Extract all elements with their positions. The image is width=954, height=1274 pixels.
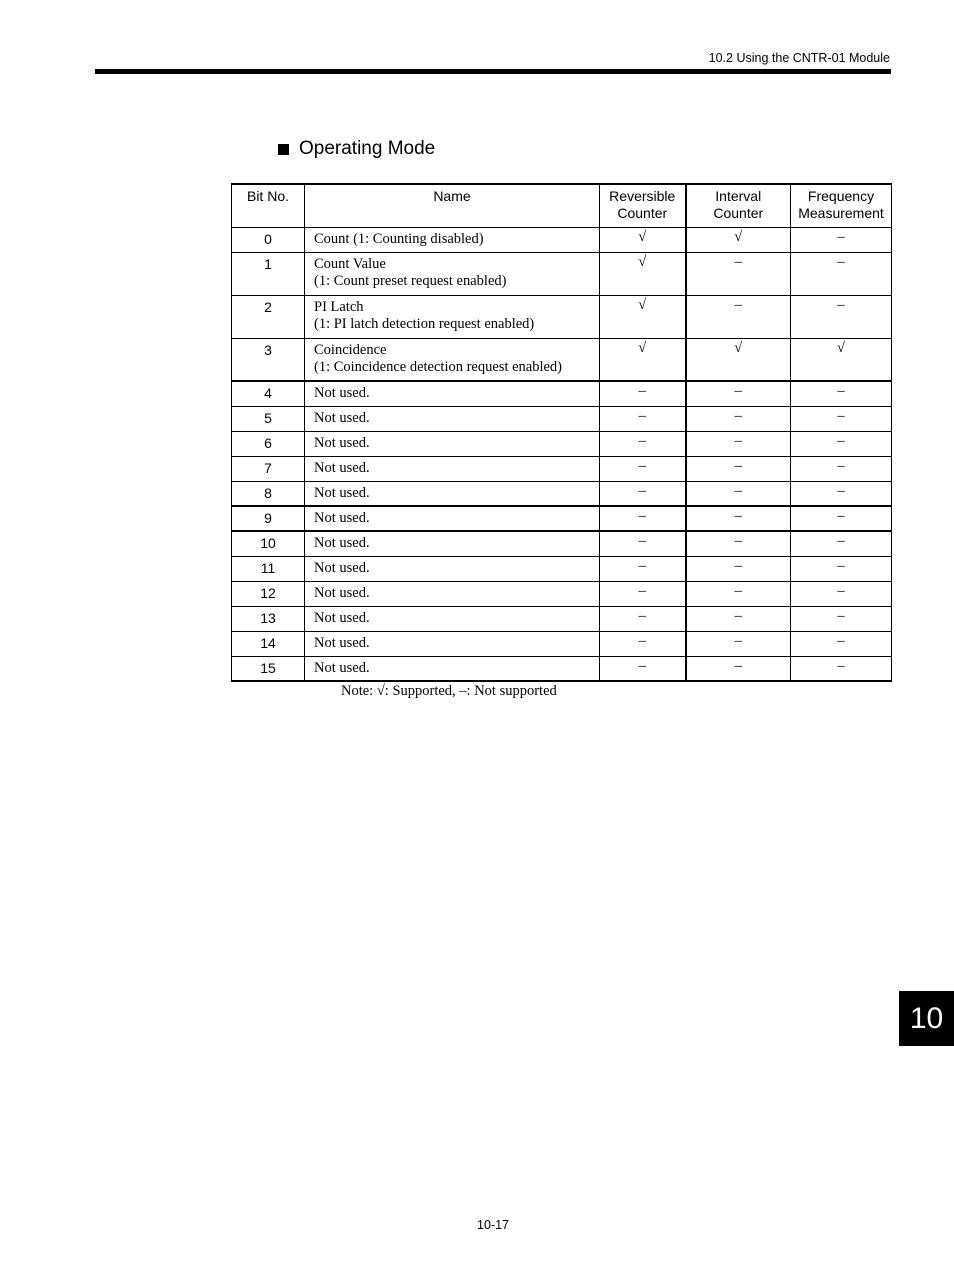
reversible-support: – <box>600 481 686 506</box>
bit-name: PI Latch (1: PI latch detection request enabled) <box>305 295 600 338</box>
frequency-support: – <box>791 431 892 456</box>
reversible-support: √ <box>600 295 686 338</box>
interval-support: – <box>686 406 791 431</box>
frequency-support: – <box>791 556 892 581</box>
table-row <box>232 227 892 252</box>
bit-number: 12 <box>232 581 305 606</box>
bit-name: Not used. <box>305 456 600 481</box>
bit-number: 11 <box>232 556 305 581</box>
reversible-support: – <box>600 556 686 581</box>
operating-mode-table <box>231 183 892 682</box>
table-header-row <box>232 184 892 227</box>
interval-support: – <box>686 581 791 606</box>
frequency-support: – <box>791 252 892 295</box>
interval-support: √ <box>686 227 791 252</box>
table-row <box>232 656 892 681</box>
column-header-name: Name <box>305 184 600 227</box>
interval-support: – <box>686 506 791 531</box>
reversible-support: – <box>600 406 686 431</box>
bit-name: Not used. <box>305 631 600 656</box>
bit-number: 10 <box>232 531 305 556</box>
page-number: 10-17 <box>477 1218 509 1232</box>
frequency-support: √ <box>791 338 892 381</box>
reversible-support: – <box>600 631 686 656</box>
table-row <box>232 456 892 481</box>
frequency-support: – <box>791 606 892 631</box>
bit-number: 15 <box>232 656 305 681</box>
table-row <box>232 252 892 295</box>
table-row <box>232 606 892 631</box>
bit-name: Not used. <box>305 381 600 406</box>
bit-number: 2 <box>232 295 305 338</box>
frequency-support: – <box>791 406 892 431</box>
frequency-support: – <box>791 481 892 506</box>
reversible-support: – <box>600 456 686 481</box>
interval-support: – <box>686 606 791 631</box>
bit-number: 14 <box>232 631 305 656</box>
running-head: 10.2 Using the CNTR-01 Module <box>708 51 890 65</box>
bit-name: Not used. <box>305 406 600 431</box>
bit-name: Not used. <box>305 481 600 506</box>
reversible-support: – <box>600 581 686 606</box>
bit-name: Not used. <box>305 656 600 681</box>
table-row <box>232 581 892 606</box>
interval-support: – <box>686 481 791 506</box>
bit-number: 6 <box>232 431 305 456</box>
frequency-support: – <box>791 456 892 481</box>
bit-number: 1 <box>232 252 305 295</box>
section-title: Operating Mode <box>299 138 436 159</box>
bit-number: 4 <box>232 381 305 406</box>
table-row <box>232 338 892 381</box>
bit-number: 3 <box>232 338 305 381</box>
column-header-reversible: Reversible Counter <box>600 184 686 227</box>
reversible-support: – <box>600 606 686 631</box>
bit-name: Not used. <box>305 531 600 556</box>
interval-support: – <box>686 252 791 295</box>
table-row <box>232 406 892 431</box>
bit-name: Not used. <box>305 581 600 606</box>
bit-number: 5 <box>232 406 305 431</box>
table-row <box>232 295 892 338</box>
header-rule <box>95 69 891 74</box>
frequency-support: – <box>791 531 892 556</box>
reversible-support: – <box>600 656 686 681</box>
table-row <box>232 631 892 656</box>
bit-name: Count Value (1: Count preset request enabled) <box>305 252 600 295</box>
bit-name: Not used. <box>305 431 600 456</box>
section-heading <box>278 138 435 160</box>
reversible-support: √ <box>600 227 686 252</box>
reversible-support: – <box>600 506 686 531</box>
table-row <box>232 431 892 456</box>
bit-name: Not used. <box>305 556 600 581</box>
interval-support: – <box>686 656 791 681</box>
frequency-support: – <box>791 295 892 338</box>
table-row <box>232 506 892 531</box>
column-header-bit: Bit No. <box>232 184 305 227</box>
bit-name: Coincidence (1: Coincidence detection request enabled) <box>305 338 600 381</box>
frequency-support: – <box>791 656 892 681</box>
reversible-support: – <box>600 381 686 406</box>
bit-number: 9 <box>232 506 305 531</box>
interval-support: – <box>686 456 791 481</box>
table-row <box>232 381 892 406</box>
table-row <box>232 531 892 556</box>
bit-name: Count (1: Counting disabled) <box>305 227 600 252</box>
square-bullet-icon <box>278 144 289 155</box>
bit-number: 7 <box>232 456 305 481</box>
reversible-support: √ <box>600 338 686 381</box>
bit-name: Not used. <box>305 606 600 631</box>
reversible-support: – <box>600 531 686 556</box>
column-header-frequency: Frequency Measurement <box>791 184 892 227</box>
column-header-interval: Interval Counter <box>686 184 791 227</box>
interval-support: – <box>686 431 791 456</box>
interval-support: – <box>686 295 791 338</box>
frequency-support: – <box>791 506 892 531</box>
frequency-support: – <box>791 227 892 252</box>
interval-support: – <box>686 631 791 656</box>
reversible-support: √ <box>600 252 686 295</box>
table-row <box>232 556 892 581</box>
chapter-tab: 10 <box>899 991 954 1046</box>
interval-support: – <box>686 381 791 406</box>
bit-number: 8 <box>232 481 305 506</box>
frequency-support: – <box>791 581 892 606</box>
frequency-support: – <box>791 631 892 656</box>
interval-support: √ <box>686 338 791 381</box>
bit-number: 13 <box>232 606 305 631</box>
interval-support: – <box>686 556 791 581</box>
table-note: Note: √: Supported, –: Not supported <box>341 683 557 699</box>
bit-number: 0 <box>232 227 305 252</box>
bit-name: Not used. <box>305 506 600 531</box>
table-row <box>232 481 892 506</box>
interval-support: – <box>686 531 791 556</box>
frequency-support: – <box>791 381 892 406</box>
reversible-support: – <box>600 431 686 456</box>
